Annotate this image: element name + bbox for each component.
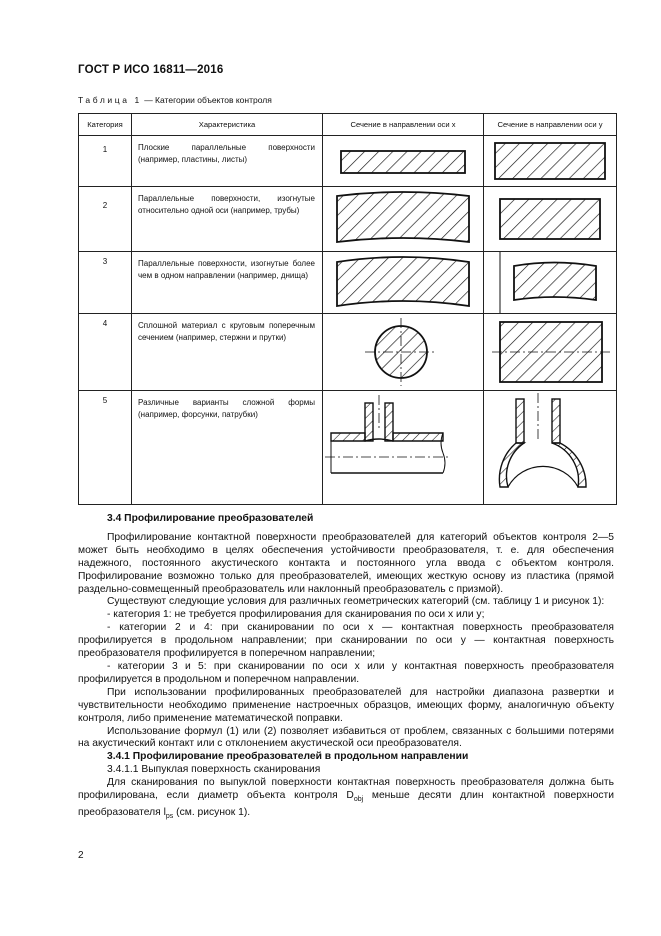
row-characteristic — [132, 391, 323, 505]
section-y-figure — [484, 136, 617, 187]
table-row — [79, 252, 617, 314]
row-characteristic-text: Параллельные поверхности, изогнутые относительно одной оси (например, трубы) — [138, 194, 315, 215]
row-characteristic — [132, 314, 323, 391]
subsubsection-heading: 3.4.1.1 Выпуклая поверхность сканирования — [107, 764, 321, 776]
col-header-category: Категория — [79, 114, 132, 136]
list-item: - категории 2 и 4: при сканировании по оси x — контактная поверхность преобразователя профилируется в продольном направлении; при сканировании по оси y — контактная поверхность преобразователя профилируется в поперечном направлении; — [78, 622, 614, 660]
document-header: ГОСТ Р ИСО 16811—2016 — [78, 64, 224, 76]
row-category: 4 — [79, 314, 132, 391]
curved-head-y-drawing — [484, 252, 616, 313]
row-category: 2 — [79, 187, 132, 252]
col-header-section-x: Сечение в направлении оси x — [323, 114, 484, 136]
categories-table — [78, 113, 617, 505]
table-caption-text: — Категории объектов контроля — [141, 95, 272, 105]
section-3-4 — [78, 513, 614, 824]
section-x-figure — [323, 391, 484, 505]
paragraph: Существуют следующие условия для различных геометрических категорий (см. таблицу 1 и рисунок 1): — [107, 596, 605, 608]
nozzle-x-drawing — [323, 391, 483, 504]
row-category: 3 — [79, 252, 132, 314]
table-row — [79, 136, 617, 187]
round-bar-x-drawing — [323, 314, 483, 390]
subscript-ps: ps — [165, 813, 174, 821]
table-row — [79, 187, 617, 252]
paragraph: Профилирование контактной поверхности преобразователей для категорий объектов контроля 2—5 может быть необходимо в целях обеспечения устойчивости преобразователя, т. е. для обеспечения надежного, постоянного акустического контакта и постоянного угла ввода с объектом контроля. Профилирование возможно только для преобразователей, имеющих жесткую основу из пластика (прямой раздельно-совмещенный преобразователь или наклонный преобразователь с призмой). — [78, 531, 614, 595]
section-y-figure — [484, 252, 617, 314]
section-y-figure — [484, 391, 617, 505]
row-category: 5 — [79, 391, 132, 505]
section-x-figure — [323, 314, 484, 391]
paragraph-part: Для сканирования по выпуклой поверхности контактная поверхность преобразователя должна быть профилирована, если диаметр объекта контроля D — [78, 777, 614, 802]
flat-plate-y-drawing — [484, 136, 616, 186]
page-number: 2 — [78, 850, 84, 861]
section-x-figure — [323, 187, 484, 252]
section-heading: 3.4 Профилирование преобразователей — [107, 513, 314, 524]
row-characteristic-text: Сплошной материал с круговым поперечным сечением (например, стержни и прутки) — [138, 321, 315, 342]
subsection-heading: 3.4.1 Профилирование преобразователей в продольном направлении — [107, 751, 469, 763]
row-characteristic-text: Параллельные поверхности, изогнутые более чем в одном направлении (например, днища) — [138, 259, 315, 280]
col-header-characteristic: Характеристика — [132, 114, 323, 136]
list-item: - категории 3 и 5: при сканировании по оси x или y контактная поверхность преобразователя профилируется в продольном и поперечном направлении. — [78, 660, 614, 685]
row-characteristic — [132, 252, 323, 314]
table-header-row — [79, 114, 617, 136]
section-x-figure — [323, 136, 484, 187]
list-item: - категория 1: не требуется профилирования для сканирования по оси x или y; — [107, 609, 485, 621]
row-category: 1 — [79, 136, 132, 187]
paragraph: Использование формул (1) или (2) позволяет избавиться от проблем, связанных с большими потерями на акустический контакт или с отклонением акустической оси преобразователя. — [78, 725, 614, 750]
flat-plate-x-drawing — [323, 136, 483, 186]
row-characteristic — [132, 136, 323, 187]
nozzle-y-drawing — [484, 391, 616, 504]
table-caption-label: Таблица 1 — [78, 95, 142, 105]
section-x-figure — [323, 252, 484, 314]
curved-head-x-drawing — [323, 252, 483, 313]
flat-pipe-y-drawing — [484, 187, 616, 251]
table-row — [79, 314, 617, 391]
section-y-figure — [484, 187, 617, 252]
round-bar-y-drawing — [484, 314, 616, 390]
paragraph-part: меньше десяти длин контактной поверхности преобразователя l — [78, 790, 614, 818]
subscript-obj: obj — [353, 796, 364, 804]
row-characteristic-text: Плоские параллельные поверхности (например, пластины, листы) — [138, 143, 315, 164]
table-row — [79, 391, 617, 505]
paragraph-part: (см. рисунок 1). — [173, 806, 251, 818]
section-y-figure — [484, 314, 617, 391]
table-caption — [78, 95, 272, 105]
paragraph — [78, 777, 614, 824]
col-header-section-y: Сечение в направлении оси y — [484, 114, 617, 136]
paragraph: При использовании профилированных преобразователей для настройки диапазона развертки и чувствительности необходимо применение настроечных образцов, имеющих форму, аналогичную объекту контроля, либо применение математической поправки. — [78, 686, 614, 724]
row-characteristic-text: Различные варианты сложной формы (например, форсунки, патрубки) — [138, 398, 315, 419]
curved-pipe-x-drawing — [323, 187, 483, 251]
row-characteristic — [132, 187, 323, 252]
